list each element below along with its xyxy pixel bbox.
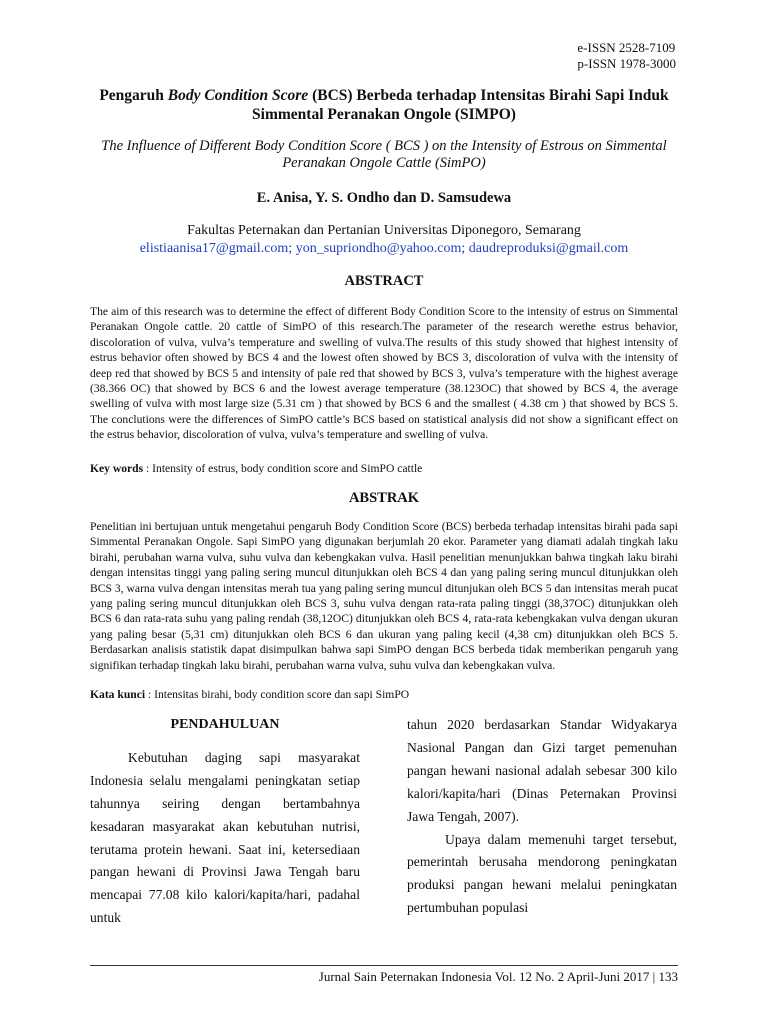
keywords [90,462,678,475]
intro-paragraph-left: Kebutuhan daging sapi masyarakat Indonesia selalu mengalami peningkatan setiap tahunnya seiring dengan bertambahnya kesadaran masyarakat akan kebutuhan nutrisi, terutama protein hewani. Saat ini, ketersediaan pangan hewani di Provinsi Jawa Tengah baru mencapai 77.08 kilo kalori/kapita/hari, padahal untuk [90,749,360,926]
paper-title [90,86,678,124]
right-column [407,714,677,920]
intro-paragraph-right-1: tahun 2020 berdasarkan Standar Widyakarya Nasional Pangan dan Gizi target pemenuhan pangan hewani nasional adalah sebesar 300 kilo kalori/kapita/hari (Dinas Peternakan Provinsi Jawa Tengah, 2007). [407,717,677,824]
issn-block [577,40,676,72]
keywords-text: : Intensity of estrus, body condition score and SimPO cattle [143,462,423,475]
abstract-heading: ABSTRACT [344,273,424,289]
abstract-text: The aim of this research was to determine the effect of different Body Condition Score to the intensity of estrus on Simmental Peranakan Ongole cattle. 20 cattle of SimPO of this research.The parameter of the research werethe estrus behavior, discoloration of vulva, vulva’s temperature and swelling of vulva.The results of this study showed that highest intensity of estrus behavior often showed by BCS 4 and the lowest often showed by BCS 3, discoloration of vulva with the intensity of deep red that showed by BCS 5 and intensity of pale red that showed by BCS 3, vulva’s temperature with the highest average (38.366 OC) that showed by BCS 6 and the lowest average temperature (38.123OC) that showed by BCS 4, the average swelling of vulva with most large size (5.31 cm ) that showed by BCS 6 and the smallest ( 4.38 cm ) that showed by BCS 5. The conclutions were the differences of SimPO cattle’s BCS based on statistical analysis did not show a significant effect on the estrus behavior, discoloration of vulva, vulva’s temperature and swelling of vulva. [90,305,678,442]
pissn: p-ISSN 1978-3000 [577,56,676,71]
kata-kunci [90,688,678,701]
journal-footer: Jurnal Sain Peternakan Indonesia Vol. 12 No. 2 April-Juni 2017 | 133 [318,969,678,984]
authors: E. Anisa, Y. S. Ondho dan D. Samsudewa [256,190,512,206]
section-heading-pendahuluan: PENDAHULUAN [170,717,280,732]
keywords-label: Key words [90,462,144,475]
kata-kunci-label: Kata kunci [90,688,146,701]
affiliation: Fakultas Peternakan dan Pertanian Universitas Diponegoro, Semarang [187,223,581,238]
title-part: Pengaruh [99,87,168,104]
affiliation-block [90,222,678,258]
title-part: (BCS) Berbeda terhadap Intensitas Birahi Sapi Induk Simmental Peranakan Ongole (SIMPO) [252,87,669,123]
kata-kunci-text: : Intensitas birahi, body condition score dan sapi SimPO [145,688,410,701]
author-emails[interactable]: elistiaanisa17@gmail.com; yon_supriondho@yahoo.com; daudreproduksi@gmail.com [139,241,629,256]
left-column [90,714,360,930]
abstrak-heading: ABSTRAK [348,490,420,506]
english-title: The Influence of Different Body Condition Score ( BCS ) on the Intensity of Estrous on Simmental Peranakan Ongole Cattle (SimPO) [101,138,667,171]
footer-divider [90,965,678,966]
title-italic-part: Body Condition Score [167,87,309,104]
abstrak-text: Penelitian ini bertujuan untuk mengetahui pengaruh Body Condition Score (BCS) berbeda terhadap intensitas birahi pada sapi Simmental Peranakan Ongole. Sapi SimPO yang digunakan berjumlah 20 ekor. Parameter yang diamati adalah tingkah laku birahi, perubahan warna vulva, suhu vulva dan kebengkakan vulva. Hasil penelitian menunjukkan bahwa tingkah laku birahi dengan intensitas tinggi yang paling sering muncul ditunjukkan oleh BCS 4 dan yang paling sering muncul ditunjukkan oleh BCS 3, warna vulva dengan intensitas merah tua yang paling sering muncul ditunjukan oleh BCS 5 dan intensitas merah pucat yang paling sering muncul ditunjukkan oleh BCS 3, suhu vulva dengan rata-rata paling tinggi (38,37OC) ditunjukkan oleh BCS 6 dan rata-rata suhu yang paling rendah (38,12OC) ditunjukkan oleh BCS 4, rata-rata kebengkakan vulva dengan ukuran yang paling besar (5,31 cm) ditunjukkan oleh BCS 6 dan ukuran yang paling kecil (4,38 cm) ditunjukkan oleh BCS 5. Berdasarkan analisis statistik dapat disimpulkan bahwa sapi SimPO dengan BCS berbeda tidak memberikan pengaruh yang signifikan terhadap tingkah laku birahi, perubahan warna vulva, suhu vulva dan kebengkakan vulva. [90,520,678,672]
eissn: e-ISSN 2528-7109 [577,40,676,55]
intro-paragraph-right-2: Upaya dalam memenuhi target tersebut, pemerintah berusaha mendorong peningkatan produksi pangan hewani melalui peningkatan pertumbuhan populasi [407,831,677,916]
